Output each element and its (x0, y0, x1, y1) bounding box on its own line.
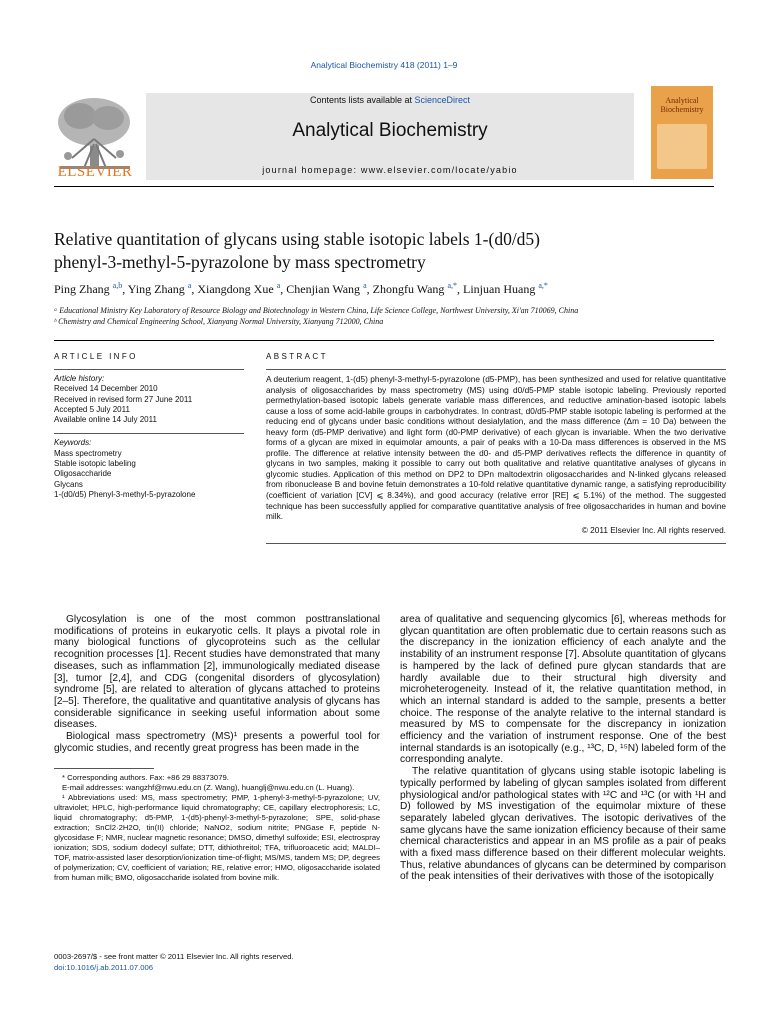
author-list: Ping Zhang $^{a,b}$, Ying Zhang $^a$, Xiangdong Xue $^a$, Chenjian Wang $^a$, Zhongfu Wang $^{a,*}$, Linjuan Huang $^{a,*}$ (54, 281, 548, 296)
footnote-rule (54, 768, 154, 769)
abstract-heading: ABSTRACT (266, 352, 328, 361)
contents-prefix: Contents lists available at (309, 95, 415, 105)
author-name: Ying Zhang $^a$ (127, 281, 192, 296)
keyword-item: Stable isotopic labeling (54, 459, 136, 469)
corresponding-footnote: * Corresponding authors. Fax: +86 29 88373079. (62, 773, 229, 783)
keyword-item: 1-(d0/d5) Phenyl-3-methyl-5-pyrazolone (54, 489, 196, 499)
journal-reference[interactable]: Analytical Biochemistry 418 (2011) 1–9 (310, 60, 458, 70)
keywords-label: Keywords: (54, 438, 92, 448)
copyright-notice: © 2011 Elsevier Inc. All rights reserved. (581, 524, 726, 535)
abstract-bottom-rule (266, 543, 726, 544)
article-info-rule (54, 369, 244, 370)
journal-homepage-link[interactable]: journal homepage: www.elsevier.com/locate/yabio (262, 165, 518, 175)
issn-line: 0003-2697/$ - see front matter © 2011 Elsevier Inc. All rights reserved. (54, 952, 294, 961)
keyword-item: Mass spectrometry (54, 448, 122, 458)
author-affiliation-marker[interactable]: a,* (447, 281, 457, 290)
journal-cover-image[interactable] (651, 86, 713, 179)
history-label: Article history: (54, 374, 105, 383)
author-name: Linjuan Huang $^{a,*}$ (463, 281, 548, 296)
author-name: Chenjian Wang $^a$ (286, 281, 367, 296)
authors-rule (54, 340, 714, 341)
abbreviations-footnote: ¹ Abbreviations used: MS, mass spectrometry; PMP, 1-phenyl-3-methyl-5-pyrazolone; UV, ultraviolet; HPLC, high-performance liquid chromatography; CE, capillary electrophoresis; LC, liquid chromatography; d5-PMP, 1-(d5)-phenyl-3-methyl-5-pyrazolone; SPE, solid-phase extraction; SnCl2·2H2O, tin(II) chloride; NaNO2, sodium nitrite; PNGase F, peptide N-glycosidase F; NMR, nuclear magnetic resonance; DMSO, dimethyl sulfoxide; ESI, electrospray ionization; SDS, sodium dodecyl sulfate; DTT, dithiothreitol; TFA, trifluoroacetic acid; MALDI–TOF, matrix-assisted laser desorption/ionization time-of-flight; MS/MS, tandem MS; DP, degrees of polymerization; CV, coefficient of variation; RE, relative error; HMO, oligosaccharide isolated from human milk; BMO, oligosaccharide isolated from bovine milk. (54, 793, 380, 883)
paper-title (54, 228, 714, 274)
paper-title-line-2: phenyl-3-methyl-5-pyrazolone by mass spectrometry (54, 252, 426, 272)
body-paragraph: Biological mass spectrometry (MS)¹ presents a powerful tool for glycomic studies, and recently great progress has been made in the (54, 731, 380, 754)
author-affiliation-marker[interactable]: a,b (112, 281, 123, 290)
body-right-column (400, 614, 726, 883)
email-footnote[interactable]: E-mail addresses: wangzhf@nwu.edu.cn (Z. Wang), huanglj@nwu.edu.cn (L. Huang). (62, 783, 355, 793)
keywords-rule (54, 433, 244, 434)
author-affiliation-marker[interactable]: a (363, 281, 367, 290)
article-info-column (54, 352, 244, 500)
body-paragraph: Glycosylation is one of the most common posttranslational modifications of proteins in eukaryotic cells. It plays a pivotal role in many biological functions of glycoproteins such as the cellular recognition processes [1]. Recent studies have demonstrated that many diseases, such as inflammation [2], immunologically mediated disease [3], tumor [2,4], and CDG (congenital disorders of glycosylation) syndrome [5], are related to alteration of glycans attached to proteins [2–5]. Therefore, the qualitative and quantitative analysis of glycans has considerable significance in seeking useful information about some diseases. (54, 614, 380, 731)
history-item: Accepted 5 July 2011 (54, 404, 130, 414)
doi-link[interactable]: doi:10.1016/j.ab.2011.07.006 (54, 962, 154, 972)
paper-title-line-1: Relative quantitation of glycans using stable isotopic labels 1-(d0/d5) (54, 229, 541, 249)
journal-title: Analytical Biochemistry (292, 120, 488, 141)
affiliation-b: ᵇ Chemistry and Chemical Engineering School, Xianyang Normal University, Xianyang 712000, China (54, 317, 384, 326)
cover-art (657, 124, 707, 169)
history-item: Received in revised form 27 June 2011 (54, 394, 193, 404)
author-name: Xiangdong Xue $^a$ (197, 281, 281, 296)
history-item: Available online 14 July 2011 (54, 415, 157, 425)
abstract-column (266, 352, 726, 544)
author-affiliation-marker[interactable]: a (187, 281, 192, 290)
history-item: Received 14 December 2010 (54, 384, 158, 394)
abstract-rule (266, 369, 726, 370)
sciencedirect-link[interactable]: ScienceDirect (414, 95, 471, 105)
author-affiliation-marker[interactable]: a,* (538, 281, 548, 290)
keyword-item: Oligosaccharide (54, 469, 112, 479)
elsevier-wordmark[interactable]: ELSEVIER (57, 164, 133, 180)
article-info-heading: ARTICLE INFO (54, 352, 138, 361)
header-rule (54, 186, 714, 187)
affiliation-a: ᵃ Educational Ministry Key Laboratory of Resource Biology and Biotechnology in Western China, Life Science College, Northwest University, Xi'an 710069, China (54, 306, 579, 315)
cover-title: Analytical Biochemistry (660, 96, 704, 114)
contents-line (146, 95, 634, 105)
author-affiliation-marker[interactable]: a (276, 281, 281, 290)
body-paragraph: The relative quantitation of glycans using stable isotopic labeling is typically performed by labeling of glycan samples isolated from different physiological and/or pathological states with ¹²C and ¹³C (or with ¹H and D) followed by MS investigation of the equimolar mixture of these separately labeled glycan derivatives. The isotopic derivatives of the same glycans have the same ionization efficiency because of their same chemical characteristics and appear in an MS profile as a pair of peaks with a fixed mass difference based on their different molecular weights. Thus, relative abundances of glycans can be determined by comparison of the peak intensities of their derivatives with those of the isotopically (400, 766, 726, 883)
page-footer (54, 952, 384, 973)
abstract-text: A deuterium reagent, 1-(d5) phenyl-3-methyl-5-pyrazolone (d5-PMP), has been synthesized and used for relative quantitative analysis of oligosaccharides by mass spectrometry (MS) using d0/d5-PMP stable isotopic labeling. Previously reported permethylation-based isotopic labels generate variable mass differences, and reductive amination-based isotopic labels cause a loss of some acid-labile groups in carbohydrates. In contrast, d0/d5-PMP stable isotopic labeling is performed at the reducing end of glycans under basic conditions without desialylation, and the mass difference (Δm = 10 Da) between the heavy form (d5-PMP derivative) and light form (d0-PMP derivative) of each glycan is invariable. When the two derivative forms of a glycan are mixed in equimolar amounts, a pair of peaks with a 10-Da mass differences is observed in the MS profile. The difference at relative intensity between the d0- and d5-PMP derivatives reflects the difference in quantity of glycans in two samples, making it possible to carry out both qualitative and relative quantitative analyses of glycans in glycomic studies. Application of this method on DP2 to DPn maltodextrin oligosaccharides and N-linked glycans released from ribonuclease B and bovine fetuin demonstrates a 10-fold relative quantitative dynamic range, a satisfying reproducibility (coefficient of variation [CV] ⩽ 8.34%), and good accuracy (relative error [RE] ⩽ 5.1%) of the method. The suggested technique has been successfully applied for comparative quantitative analysis of free oligosaccharides in human and bovine milk. (266, 374, 726, 522)
author-name: Zhongfu Wang $^{a,*}$ (372, 281, 457, 296)
keyword-item: Glycans (54, 479, 83, 489)
body-paragraph: area of qualitative and sequencing glycomics [6], whereas methods for glycan quantitation are often problematic due to certain reasons such as the discrepancy in the ionization efficiency of each analyte and the instability of an instrument response [7]. Absolute quantitation of glycans is hampered by the lack of defined pure glycan standards that are hardly available due to their structural high diversity and microheterogeneity. Instead of it, the relative quantitation method, in which an internal standard is added to the sample, presents a better choice. The response of the analyte relative to the internal standard is measured by MS to compensate for the discrepancy in ionization efficiency and the variation of instrument response. One of the best internal standards is an isotopically (e.g., ¹³C, D, ¹⁵N) labeled form of the corresponding analyte. (400, 614, 726, 766)
author-name: Ping Zhang $^{a,b}$ (54, 281, 123, 296)
body-left-column (54, 614, 380, 883)
